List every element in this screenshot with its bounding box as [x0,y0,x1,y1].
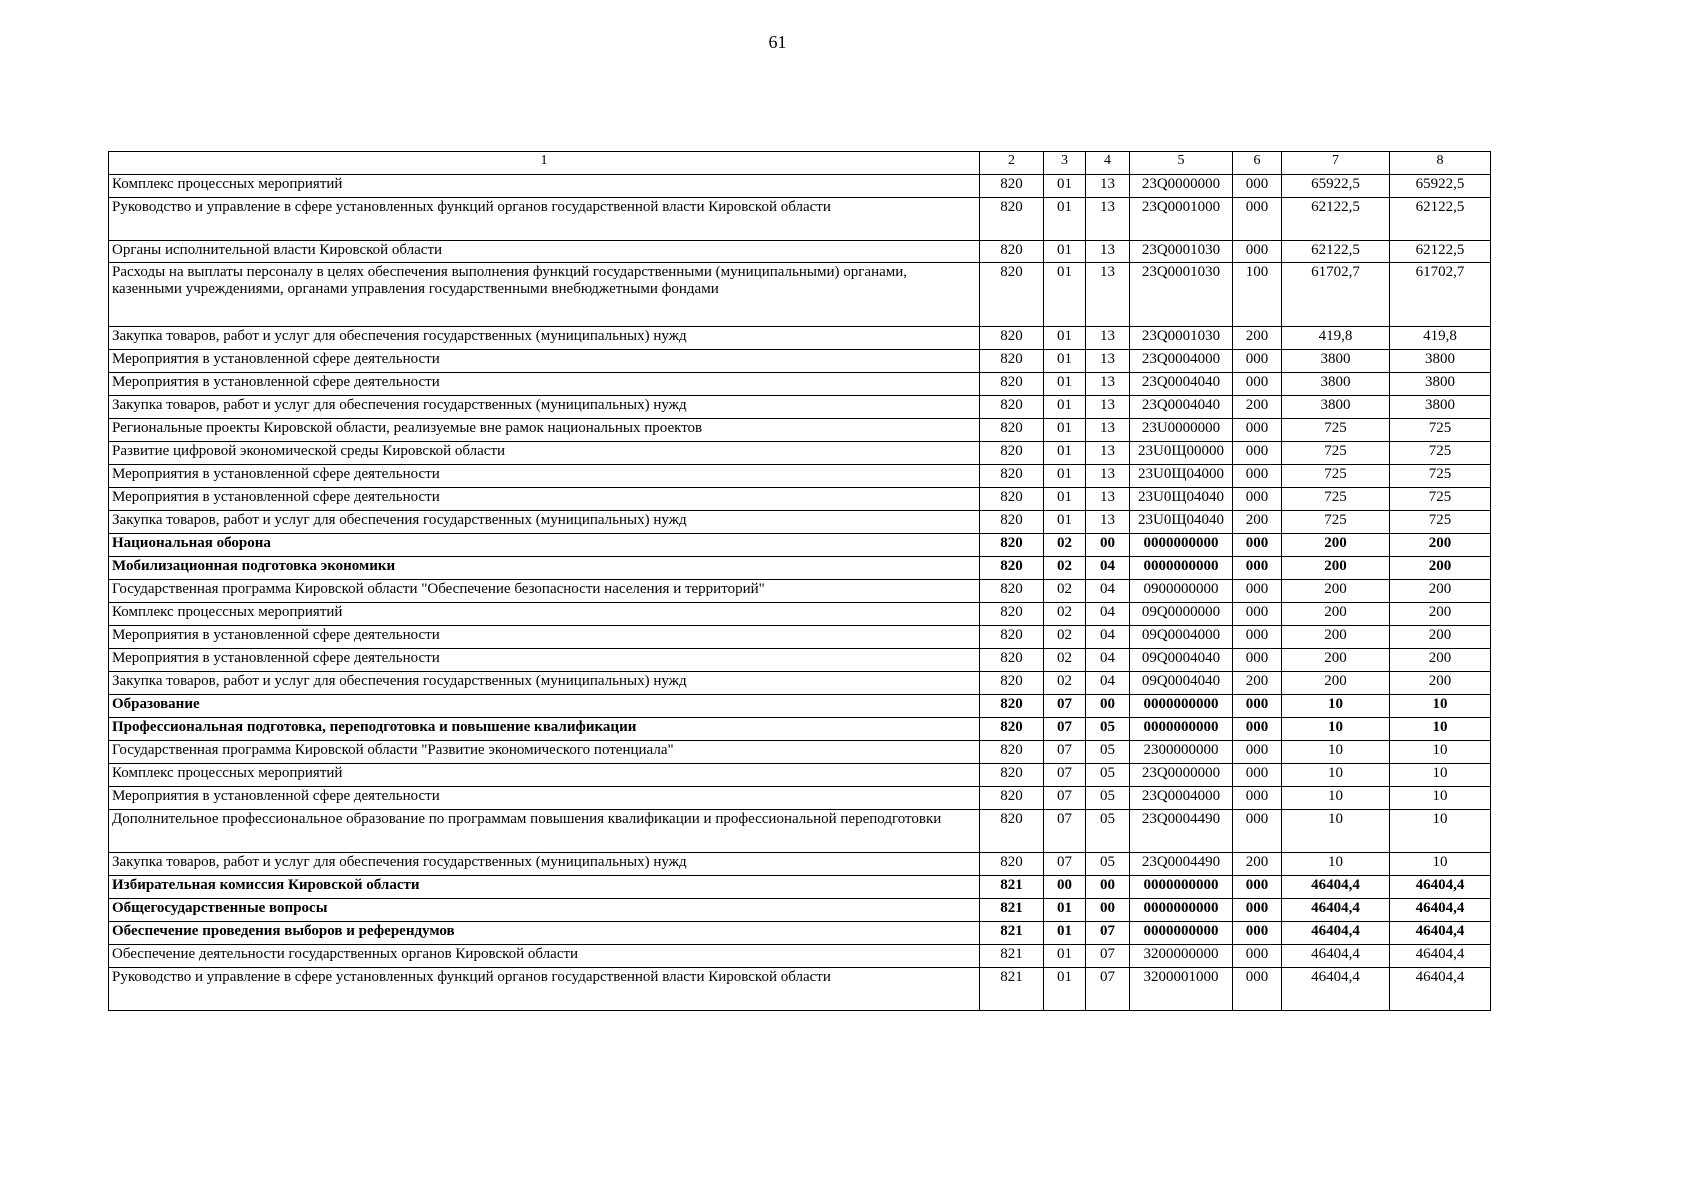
section-cell: 07 [1044,764,1086,787]
target-article-cell: 09Q0004040 [1130,649,1233,672]
code-cell: 820 [980,263,1044,327]
subsection-cell: 13 [1086,373,1130,396]
table-row [109,787,1491,810]
row-name-cell: Руководство и управление в сфере установленных функций органов государственной власти Кировской области [109,968,980,1011]
amount-cell: 10 [1282,695,1390,718]
section-cell: 07 [1044,741,1086,764]
target-article-cell: 23Q0004490 [1130,810,1233,853]
subsection-cell: 05 [1086,741,1130,764]
expense-type-cell: 000 [1233,419,1282,442]
section-cell: 02 [1044,557,1086,580]
target-article-cell: 23Q0004000 [1130,787,1233,810]
amount-cell: 725 [1390,442,1491,465]
row-name-cell: Комплекс процессных мероприятий [109,603,980,626]
amount-cell: 46404,4 [1390,945,1491,968]
section-cell: 01 [1044,263,1086,327]
expense-type-cell: 000 [1233,649,1282,672]
section-cell: 01 [1044,511,1086,534]
expense-type-cell: 000 [1233,968,1282,1011]
amount-cell: 10 [1390,764,1491,787]
amount-cell: 46404,4 [1282,945,1390,968]
code-cell: 820 [980,580,1044,603]
row-name-cell: Закупка товаров, работ и услуг для обеспечения государственных (муниципальных) нужд [109,396,980,419]
amount-cell: 46404,4 [1282,876,1390,899]
subsection-cell: 13 [1086,442,1130,465]
amount-cell: 200 [1390,557,1491,580]
expense-type-cell: 000 [1233,603,1282,626]
row-name-cell: Обеспечение проведения выборов и референдумов [109,922,980,945]
row-name-cell: Обеспечение деятельности государственных органов Кировской области [109,945,980,968]
target-article-cell: 23Q0004040 [1130,396,1233,419]
subsection-cell: 00 [1086,695,1130,718]
section-cell: 01 [1044,350,1086,373]
amount-cell: 65922,5 [1390,175,1491,198]
row-name-cell: Развитие цифровой экономической среды Кировской области [109,442,980,465]
target-article-cell: 0000000000 [1130,922,1233,945]
table-row [109,442,1491,465]
expense-type-cell: 000 [1233,899,1282,922]
expense-type-cell: 200 [1233,396,1282,419]
table-row [109,396,1491,419]
code-cell: 820 [980,175,1044,198]
table-row [109,580,1491,603]
row-name-cell: Расходы на выплаты персоналу в целях обеспечения выполнения функций государственными (муниципальными) органами, казенными учреждениями, органами управления государственными внебюджетными фондами [109,263,980,327]
amount-cell: 200 [1282,626,1390,649]
amount-cell: 725 [1390,511,1491,534]
amount-cell: 10 [1390,810,1491,853]
amount-cell: 725 [1282,419,1390,442]
target-article-cell: 09Q0004040 [1130,672,1233,695]
column-header-8: 8 [1390,152,1491,175]
amount-cell: 725 [1282,488,1390,511]
amount-cell: 3800 [1390,373,1491,396]
subsection-cell: 13 [1086,241,1130,263]
code-cell: 820 [980,649,1044,672]
amount-cell: 10 [1390,718,1491,741]
table-row [109,945,1491,968]
table-row [109,764,1491,787]
section-cell: 01 [1044,442,1086,465]
section-cell: 01 [1044,241,1086,263]
section-cell: 02 [1044,626,1086,649]
subsection-cell: 00 [1086,876,1130,899]
amount-cell: 3800 [1282,396,1390,419]
target-article-cell: 23Q0001030 [1130,327,1233,350]
subsection-cell: 13 [1086,419,1130,442]
table-row [109,603,1491,626]
amount-cell: 200 [1282,557,1390,580]
amount-cell: 46404,4 [1282,899,1390,922]
budget-table [108,151,1491,1011]
expense-type-cell: 000 [1233,557,1282,580]
table-row [109,718,1491,741]
target-article-cell: 23Q0001000 [1130,198,1233,241]
row-name-cell: Профессиональная подготовка, переподготовка и повышение квалификации [109,718,980,741]
expense-type-cell: 000 [1233,175,1282,198]
subsection-cell: 05 [1086,787,1130,810]
code-cell: 820 [980,810,1044,853]
code-cell: 820 [980,442,1044,465]
table-row [109,741,1491,764]
amount-cell: 10 [1390,695,1491,718]
amount-cell: 725 [1390,465,1491,488]
section-cell: 01 [1044,968,1086,1011]
section-cell: 01 [1044,488,1086,511]
row-name-cell: Закупка товаров, работ и услуг для обеспечения государственных (муниципальных) нужд [109,327,980,350]
row-name-cell: Мероприятия в установленной сфере деятельности [109,626,980,649]
subsection-cell: 00 [1086,899,1130,922]
amount-cell: 46404,4 [1282,922,1390,945]
subsection-cell: 04 [1086,649,1130,672]
code-cell: 820 [980,626,1044,649]
code-cell: 820 [980,787,1044,810]
code-cell: 821 [980,922,1044,945]
subsection-cell: 05 [1086,764,1130,787]
section-cell: 01 [1044,419,1086,442]
amount-cell: 46404,4 [1390,899,1491,922]
column-header-1: 1 [109,152,980,175]
expense-type-cell: 000 [1233,626,1282,649]
subsection-cell: 05 [1086,810,1130,853]
expense-type-cell: 200 [1233,327,1282,350]
table-row [109,695,1491,718]
code-cell: 820 [980,557,1044,580]
amount-cell: 200 [1282,672,1390,695]
section-cell: 01 [1044,327,1086,350]
row-name-cell: Избирательная комиссия Кировской области [109,876,980,899]
row-name-cell: Мероприятия в установленной сфере деятельности [109,488,980,511]
amount-cell: 62122,5 [1282,198,1390,241]
section-cell: 07 [1044,787,1086,810]
code-cell: 821 [980,968,1044,1011]
expense-type-cell: 100 [1233,263,1282,327]
amount-cell: 200 [1390,649,1491,672]
target-article-cell: 0000000000 [1130,899,1233,922]
code-cell: 820 [980,534,1044,557]
subsection-cell: 04 [1086,672,1130,695]
expense-type-cell: 000 [1233,764,1282,787]
table-row [109,968,1491,1011]
amount-cell: 10 [1282,810,1390,853]
code-cell: 821 [980,945,1044,968]
amount-cell: 65922,5 [1282,175,1390,198]
amount-cell: 725 [1282,511,1390,534]
amount-cell: 200 [1282,603,1390,626]
amount-cell: 10 [1282,741,1390,764]
table-row [109,198,1491,241]
table-row [109,175,1491,198]
subsection-cell: 13 [1086,175,1130,198]
amount-cell: 200 [1282,534,1390,557]
row-name-cell: Закупка товаров, работ и услуг для обеспечения государственных (муниципальных) нужд [109,511,980,534]
table-row [109,419,1491,442]
section-cell: 07 [1044,810,1086,853]
amount-cell: 725 [1282,465,1390,488]
amount-cell: 200 [1282,580,1390,603]
section-cell: 01 [1044,922,1086,945]
amount-cell: 725 [1390,419,1491,442]
table-header-row [109,152,1491,175]
subsection-cell: 13 [1086,511,1130,534]
code-cell: 820 [980,488,1044,511]
column-header-6: 6 [1233,152,1282,175]
page-number: 61 [768,32,787,52]
row-name-cell: Руководство и управление в сфере установленных функций органов государственной власти Кировской области [109,198,980,241]
amount-cell: 200 [1390,626,1491,649]
subsection-cell: 07 [1086,922,1130,945]
row-name-cell: Общегосударственные вопросы [109,899,980,922]
section-cell: 07 [1044,718,1086,741]
expense-type-cell: 200 [1233,511,1282,534]
row-name-cell: Закупка товаров, работ и услуг для обеспечения государственных (муниципальных) нужд [109,672,980,695]
amount-cell: 46404,4 [1390,922,1491,945]
expense-type-cell: 000 [1233,787,1282,810]
expense-type-cell: 000 [1233,580,1282,603]
section-cell: 01 [1044,198,1086,241]
amount-cell: 61702,7 [1282,263,1390,327]
target-article-cell: 3200001000 [1130,968,1233,1011]
table-row [109,465,1491,488]
subsection-cell: 04 [1086,603,1130,626]
amount-cell: 200 [1390,534,1491,557]
target-article-cell: 0000000000 [1130,876,1233,899]
table-row [109,511,1491,534]
target-article-cell: 2300000000 [1130,741,1233,764]
amount-cell: 10 [1282,787,1390,810]
row-name-cell: Государственная программа Кировской области "Обеспечение безопасности населения и территорий" [109,580,980,603]
code-cell: 820 [980,741,1044,764]
subsection-cell: 13 [1086,488,1130,511]
section-cell: 02 [1044,649,1086,672]
code-cell: 820 [980,327,1044,350]
subsection-cell: 13 [1086,350,1130,373]
amount-cell: 3800 [1390,396,1491,419]
table-row [109,672,1491,695]
subsection-cell: 13 [1086,465,1130,488]
code-cell: 820 [980,764,1044,787]
section-cell: 02 [1044,534,1086,557]
subsection-cell: 04 [1086,626,1130,649]
target-article-cell: 0000000000 [1130,695,1233,718]
section-cell: 02 [1044,580,1086,603]
amount-cell: 419,8 [1282,327,1390,350]
target-article-cell: 0000000000 [1130,718,1233,741]
row-name-cell: Органы исполнительной власти Кировской области [109,241,980,263]
target-article-cell: 23Q0004000 [1130,350,1233,373]
amount-cell: 725 [1390,488,1491,511]
target-article-cell: 0000000000 [1130,557,1233,580]
expense-type-cell: 000 [1233,241,1282,263]
column-header-4: 4 [1086,152,1130,175]
code-cell: 820 [980,419,1044,442]
expense-type-cell: 000 [1233,442,1282,465]
row-name-cell: Государственная программа Кировской области "Развитие экономического потенциала" [109,741,980,764]
expense-type-cell: 000 [1233,922,1282,945]
table-row [109,241,1491,263]
code-cell: 820 [980,373,1044,396]
row-name-cell: Закупка товаров, работ и услуг для обеспечения государственных (муниципальных) нужд [109,853,980,876]
amount-cell: 46404,4 [1282,968,1390,1011]
target-article-cell: 23Q0001030 [1130,263,1233,327]
table-row [109,922,1491,945]
table-row [109,488,1491,511]
amount-cell: 10 [1282,718,1390,741]
expense-type-cell: 000 [1233,534,1282,557]
row-name-cell: Комплекс процессных мероприятий [109,175,980,198]
section-cell: 01 [1044,465,1086,488]
amount-cell: 419,8 [1390,327,1491,350]
target-article-cell: 09Q0000000 [1130,603,1233,626]
column-header-7: 7 [1282,152,1390,175]
table-row [109,649,1491,672]
section-cell: 01 [1044,945,1086,968]
subsection-cell: 07 [1086,968,1130,1011]
amount-cell: 725 [1282,442,1390,465]
amount-cell: 10 [1390,853,1491,876]
amount-cell: 10 [1390,787,1491,810]
subsection-cell: 13 [1086,198,1130,241]
table-row [109,327,1491,350]
row-name-cell: Дополнительное профессиональное образование по программам повышения квалификации и профессиональной переподготовки [109,810,980,853]
subsection-cell: 13 [1086,396,1130,419]
amount-cell: 200 [1390,580,1491,603]
row-name-cell: Мероприятия в установленной сфере деятельности [109,649,980,672]
target-article-cell: 23Q0000000 [1130,175,1233,198]
row-name-cell: Национальная оборона [109,534,980,557]
code-cell: 820 [980,853,1044,876]
code-cell: 820 [980,241,1044,263]
amount-cell: 10 [1282,764,1390,787]
amount-cell: 200 [1390,672,1491,695]
code-cell: 820 [980,198,1044,241]
expense-type-cell: 000 [1233,350,1282,373]
expense-type-cell: 000 [1233,741,1282,764]
target-article-cell: 0900000000 [1130,580,1233,603]
section-cell: 01 [1044,175,1086,198]
section-cell: 01 [1044,899,1086,922]
section-cell: 01 [1044,396,1086,419]
expense-type-cell: 000 [1233,465,1282,488]
expense-type-cell: 000 [1233,198,1282,241]
target-article-cell: 23U0Щ00000 [1130,442,1233,465]
subsection-cell: 04 [1086,580,1130,603]
amount-cell: 62122,5 [1390,198,1491,241]
expense-type-cell: 000 [1233,488,1282,511]
code-cell: 820 [980,396,1044,419]
table-row [109,810,1491,853]
table-row [109,876,1491,899]
row-name-cell: Мероприятия в установленной сфере деятельности [109,350,980,373]
subsection-cell: 00 [1086,534,1130,557]
expense-type-cell: 000 [1233,373,1282,396]
target-article-cell: 23U0Щ04040 [1130,488,1233,511]
section-cell: 07 [1044,695,1086,718]
column-header-5: 5 [1130,152,1233,175]
table-row [109,263,1491,327]
expense-type-cell: 200 [1233,672,1282,695]
amount-cell: 3800 [1390,350,1491,373]
table-row [109,534,1491,557]
table-row [109,350,1491,373]
target-article-cell: 3200000000 [1130,945,1233,968]
target-article-cell: 0000000000 [1130,534,1233,557]
subsection-cell: 13 [1086,327,1130,350]
target-article-cell: 23U0000000 [1130,419,1233,442]
section-cell: 07 [1044,853,1086,876]
amount-cell: 10 [1282,853,1390,876]
subsection-cell: 05 [1086,853,1130,876]
section-cell: 00 [1044,876,1086,899]
amount-cell: 62122,5 [1282,241,1390,263]
target-article-cell: 23Q0001030 [1130,241,1233,263]
code-cell: 820 [980,672,1044,695]
amount-cell: 3800 [1282,373,1390,396]
expense-type-cell: 000 [1233,945,1282,968]
code-cell: 820 [980,465,1044,488]
section-cell: 02 [1044,603,1086,626]
code-cell: 820 [980,603,1044,626]
amount-cell: 61702,7 [1390,263,1491,327]
table-row [109,557,1491,580]
amount-cell: 3800 [1282,350,1390,373]
column-header-3: 3 [1044,152,1086,175]
expense-type-cell: 200 [1233,853,1282,876]
row-name-cell: Мероприятия в установленной сфере деятельности [109,787,980,810]
amount-cell: 62122,5 [1390,241,1491,263]
table-row [109,899,1491,922]
table-row [109,853,1491,876]
row-name-cell: Мероприятия в установленной сфере деятельности [109,465,980,488]
subsection-cell: 05 [1086,718,1130,741]
amount-cell: 46404,4 [1390,968,1491,1011]
code-cell: 821 [980,899,1044,922]
section-cell: 01 [1044,373,1086,396]
row-name-cell: Региональные проекты Кировской области, реализуемые вне рамок национальных проектов [109,419,980,442]
column-header-2: 2 [980,152,1044,175]
target-article-cell: 23Q0004040 [1130,373,1233,396]
row-name-cell: Мобилизационная подготовка экономики [109,557,980,580]
expense-type-cell: 000 [1233,718,1282,741]
code-cell: 821 [980,876,1044,899]
code-cell: 820 [980,695,1044,718]
expense-type-cell: 000 [1233,810,1282,853]
target-article-cell: 09Q0004000 [1130,626,1233,649]
target-article-cell: 23Q0004490 [1130,853,1233,876]
subsection-cell: 04 [1086,557,1130,580]
row-name-cell: Мероприятия в установленной сфере деятельности [109,373,980,396]
table-row [109,626,1491,649]
subsection-cell: 07 [1086,945,1130,968]
target-article-cell: 23U0Щ04000 [1130,465,1233,488]
amount-cell: 10 [1390,741,1491,764]
amount-cell: 46404,4 [1390,876,1491,899]
row-name-cell: Образование [109,695,980,718]
target-article-cell: 23Q0000000 [1130,764,1233,787]
amount-cell: 200 [1390,603,1491,626]
expense-type-cell: 000 [1233,695,1282,718]
code-cell: 820 [980,718,1044,741]
section-cell: 02 [1044,672,1086,695]
table-row [109,373,1491,396]
target-article-cell: 23U0Щ04040 [1130,511,1233,534]
code-cell: 820 [980,350,1044,373]
amount-cell: 200 [1282,649,1390,672]
expense-type-cell: 000 [1233,876,1282,899]
row-name-cell: Комплекс процессных мероприятий [109,764,980,787]
subsection-cell: 13 [1086,263,1130,327]
code-cell: 820 [980,511,1044,534]
